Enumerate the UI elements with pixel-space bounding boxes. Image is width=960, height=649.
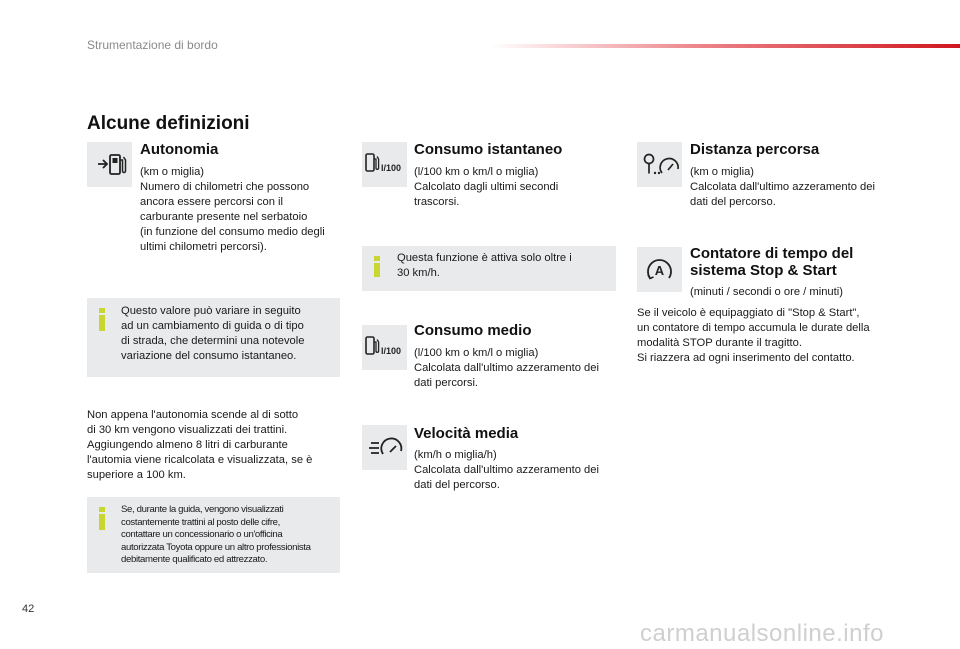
text-line: Si riazzera ad ogni inserimento del contatto. xyxy=(637,352,855,364)
contatore-title xyxy=(690,245,853,279)
info-note-consumo xyxy=(362,246,616,291)
average-consumption-icon xyxy=(362,325,407,370)
text-line: 30 km/h. xyxy=(397,267,440,279)
info-note-trattini xyxy=(87,497,340,573)
distanza-percorsa-title: Distanza percorsa xyxy=(690,141,820,158)
instant-consumption-icon xyxy=(362,142,407,187)
trip-distance-icon xyxy=(637,142,682,187)
text-line: Calcolato dagli ultimi secondi xyxy=(414,181,559,193)
text-line: Se, durante la guida, vengono visualizzati xyxy=(121,504,284,515)
info-icon xyxy=(99,507,105,530)
text-line: dati percorsi. xyxy=(414,377,479,389)
text-line: un contatore di tempo accumula le durate della xyxy=(637,322,870,334)
consumo-istantaneo-description xyxy=(414,165,619,210)
text-line: Questa funzione è attiva solo oltre i xyxy=(397,252,572,264)
page-number: 42 xyxy=(22,603,35,615)
consumo-istantaneo-title: Consumo istantaneo xyxy=(414,141,563,158)
consumo-medio-description xyxy=(414,346,624,391)
text-line: (l/100 km o km/l o miglia) xyxy=(414,166,539,178)
distanza-percorsa-description xyxy=(690,165,900,210)
text-line: Numero di chilometri che possono xyxy=(140,181,310,193)
text-line: Calcolata dall'ultimo azzeramento dei xyxy=(690,181,875,193)
text-line: Se il veicolo è equipaggiato di "Stop & Start", xyxy=(637,307,860,319)
text-line: (km o miglia) xyxy=(690,166,755,178)
text-line: superiore a 100 km. xyxy=(87,469,186,481)
text-line: variazione del consumo istantaneo. xyxy=(121,350,297,362)
autonomia-paragraph xyxy=(87,408,342,483)
icon-label: A xyxy=(654,263,665,278)
text-line: contattare un concessionario o un'officina xyxy=(121,529,283,540)
text-line: (l/100 km o km/l o miglia) xyxy=(414,347,539,359)
text-line: autorizzata Toyota oppure un altro professionista xyxy=(121,541,311,553)
text-line: costantemente trattini al posto delle cifre, xyxy=(121,516,280,528)
text-line: (in funzione del consumo medio degli xyxy=(140,226,325,238)
velocita-media-title: Velocità media xyxy=(414,425,519,442)
header-accent-bar xyxy=(490,44,960,48)
consumo-medio-title: Consumo medio xyxy=(414,322,532,339)
average-speed-icon xyxy=(362,425,407,470)
text-line: di 30 km vengono visualizzati dei trattini. xyxy=(87,424,288,436)
icon-label: l/100 xyxy=(381,346,402,356)
contatore-description xyxy=(637,306,897,366)
text-line: ancora essere percorsi con il xyxy=(140,196,284,208)
text-line: debitamente qualificato ed attrezzato. xyxy=(121,554,268,565)
fuel-range-icon xyxy=(87,142,132,187)
text-line: Non appena l'autonomia scende al di sotto xyxy=(87,409,299,421)
autonomia-title: Autonomia xyxy=(140,141,219,158)
text-line: (km/h o miglia/h) xyxy=(414,449,497,461)
watermark: carmanualsonline.info xyxy=(640,620,884,647)
text-line: dati del percorso. xyxy=(690,196,776,208)
title-line: Contatore di tempo del xyxy=(690,245,854,262)
text-line: di strada, che determini una notevole xyxy=(121,335,305,347)
page-title: Alcune definizioni xyxy=(87,113,250,134)
contatore-unit: (minuti / secondi o ore / minuti) xyxy=(690,286,843,298)
info-icon xyxy=(374,256,380,277)
text-line: Calcolata dall'ultimo azzeramento dei xyxy=(414,464,599,476)
autonomia-description xyxy=(140,165,345,255)
text-line: carburante presente nel serbatoio xyxy=(140,211,308,223)
text-line: ultimi chilometri percorsi). xyxy=(140,241,267,253)
title-line: sistema Stop & Start xyxy=(690,262,837,279)
text-line: Aggiungendo almeno 8 litri di carburante xyxy=(87,439,288,451)
text-line: dati del percorso. xyxy=(414,479,500,491)
text-line: Questo valore può variare in seguito xyxy=(121,305,301,317)
text-line: ad un cambiamento di guida o di tipo xyxy=(121,320,304,332)
velocita-media-description xyxy=(414,448,624,493)
info-icon xyxy=(99,308,105,331)
icon-label: l/100 xyxy=(381,163,402,173)
info-note-autonomia xyxy=(87,298,340,377)
text-line: trascorsi. xyxy=(414,196,460,208)
running-header: Strumentazione di bordo xyxy=(87,38,218,52)
text-line: (km o miglia) xyxy=(140,166,205,178)
text-line: l'automia viene ricalcolata e visualizzata, se è xyxy=(87,454,313,466)
stop-start-icon xyxy=(637,247,682,292)
text-line: modalità STOP durante il tragitto. xyxy=(637,337,802,349)
text-line: Calcolata dall'ultimo azzeramento dei xyxy=(414,362,599,374)
